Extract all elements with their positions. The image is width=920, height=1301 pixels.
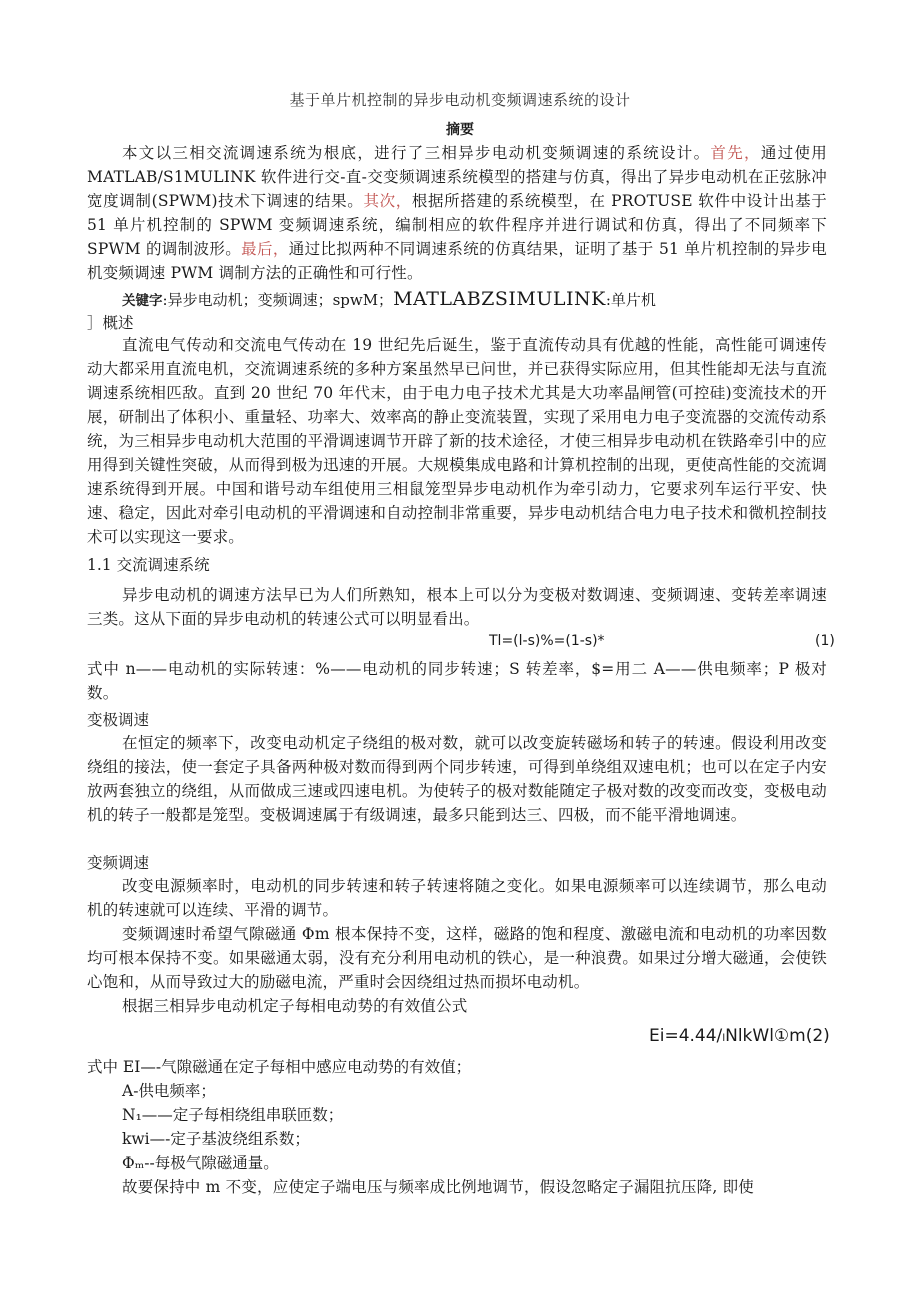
section-1-heading: ］概述 [87, 314, 134, 332]
formula-1-number: (1) [815, 633, 835, 649]
variable-kw1: kwi—-定子基波绕组系数； [122, 1130, 310, 1148]
abstract-text-1: 本文以三相交流调速系统为根底，进行了三相异步电动机变频调速的系统设计。 [122, 144, 711, 162]
abstract-text-4: 通过比拟两种不同调速系统的仿真结果，证明了基于 51 单片机控制的异步电机变频调速 PWM 调制方法的正确性和可行性。 [87, 240, 827, 282]
section-1-1-heading: 1.1 交流调速系统 [87, 556, 210, 574]
keywords-sep: : [162, 291, 168, 309]
abstract-last-marker: 最后， [241, 240, 289, 258]
keywords-text-2: :单片机 [605, 291, 656, 309]
formula-2-description: 式中 EI—-气隙磁通在定子每相中感应电动势的有效值； [87, 1058, 472, 1076]
abstract-second-marker: 其次， [363, 192, 412, 210]
keywords-line [122, 288, 656, 310]
abstract-text-2: 通过使用 MATLAB/S1MULINK 软件进行交-直-交变频调速系统模型的搭建与仿真，得出了异步电动机在正弦脉冲宽度调制(SPWM)技术下调速的结果。 [87, 144, 827, 210]
formula-2: Ei=4.44/ₗNlkWl①m(2) [649, 1026, 830, 1046]
freq-change-paragraph-1: 改变电源频率时，电动机的同步转速和转子转速将随之变化。如果电源频率可以连续调节，那么电动机的转速就可以连续、平滑的调节。 [87, 877, 827, 919]
freq-change-paragraph-3: 根据三相异步电动机定子每相电动势的有效值公式 [122, 997, 468, 1015]
freq-change-heading: 变频调速 [87, 854, 150, 872]
formula-1-description: 式中 n——电动机的实际转速：%——电动机的同步转速；S 转差率，$=用二 A——供电频率；P 极对数。 [87, 660, 827, 702]
keywords-label: 关键字 [122, 293, 163, 309]
pole-change-heading: 变极调速 [87, 711, 150, 729]
variable-f1: A-供电频率； [122, 1082, 216, 1100]
abstract-paragraph [87, 141, 827, 285]
document-title: 基于单片机控制的异步电动机变频调速系统的设计 [289, 91, 631, 109]
abstract-heading: 摘要 [446, 122, 474, 138]
formula-1: Tl=(l-s)%=(1-s)* [489, 633, 605, 649]
keywords-text-1: 异步电动机；变频调速；spwM； [167, 291, 394, 309]
variable-phim: Φₘ--每极气隙磁通量。 [122, 1154, 279, 1172]
closing-paragraph: 故要保持中 m 不变，应使定子端电压与频率成比例地调节，假设忽略定子漏阻抗压降, 即使 [122, 1178, 755, 1196]
section-1-paragraph: 直流电气传动和交流电气传动在 19 世纪先后诞生，鉴于直流传动具有优越的性能，高性能可调速传动大都采用直流电机，交流调速系统的多种方案虽然早已问世，并已获得实际应用，但其性能却无法与直流调速系统相匹敌。直到 20 世纪 70 年代末，由于电力电子技术尤其是大功率晶闸管(可控硅)变流技术的开展，研制出了体积小、重量轻、功率大、效率高的静止变流装置，实现了采用电力电子变流器的交流传动系统，为三相异步电动机大范围的平滑调速调节开辟了新的技术途径，才使三相异步电动机在铁路牵引中的应用得到关键性突破，从而得到极为迅速的开展。大规模集成电路和计算机控制的出现，更使高性能的交流调速系统得到开展。中国和谐号动车组使用三相鼠笼型异步电动机作为牵引动力，它要求列车运行平安、快速、稳定，因此对牵引电动机的平滑调速和自动控制非常重要，异步电动机结合电力电子技术和微机控制技术可以实现这一要求。 [87, 336, 827, 546]
abstract-first-marker: 首先， [710, 144, 761, 162]
keywords-text-big: MATLABZSIMULINK [393, 288, 606, 310]
variable-n1: N₁——定子每相绕组串联匝数； [122, 1106, 344, 1124]
freq-change-paragraph-2: 变频调速时希望气隙磁通 Φm 根本保持不变，这样，磁路的饱和程度、激磁电流和电动机的功率因数均可根本保持不变。如果磁通太弱，没有充分利用电动机的铁心，是一种浪费。如果过分增大磁通，会使铁心饱和，从而导致过大的励磁电流，严重时会因绕组过热而损坏电动机。 [87, 925, 827, 991]
section-1-1-paragraph: 异步电动机的调速方法早已为人们所熟知，根本上可以分为变极对数调速、变频调速、变转差率调速三类。这从下面的异步电动机的转速公式可以明显看出。 [87, 586, 827, 628]
abstract-text-3: 根据所搭建的系统模型，在 PROTUSE 软件中设计出基于 51 单片机控制的 SPWM 变频调速系统，编制相应的软件程序并进行调试和仿真，得出了不同频率下 SPWM 的调制波形。 [87, 192, 827, 258]
pole-change-paragraph: 在恒定的频率下，改变电动机定子绕组的极对数，就可以改变旋转磁场和转子的转速。假设利用改变绕组的接法，使一套定子具备两种极对数而得到两个同步转速，可得到单绕组双速电机；也可以在定子内安放两套独立的绕组，从而做成三速或四速电机。为使转子的极对数能随定子极对数的改变而改变，变极电动机的转子一般都是笼型。变极调速属于有级调速，最多只能到达三、四极，而不能平滑地调速。 [87, 734, 827, 824]
